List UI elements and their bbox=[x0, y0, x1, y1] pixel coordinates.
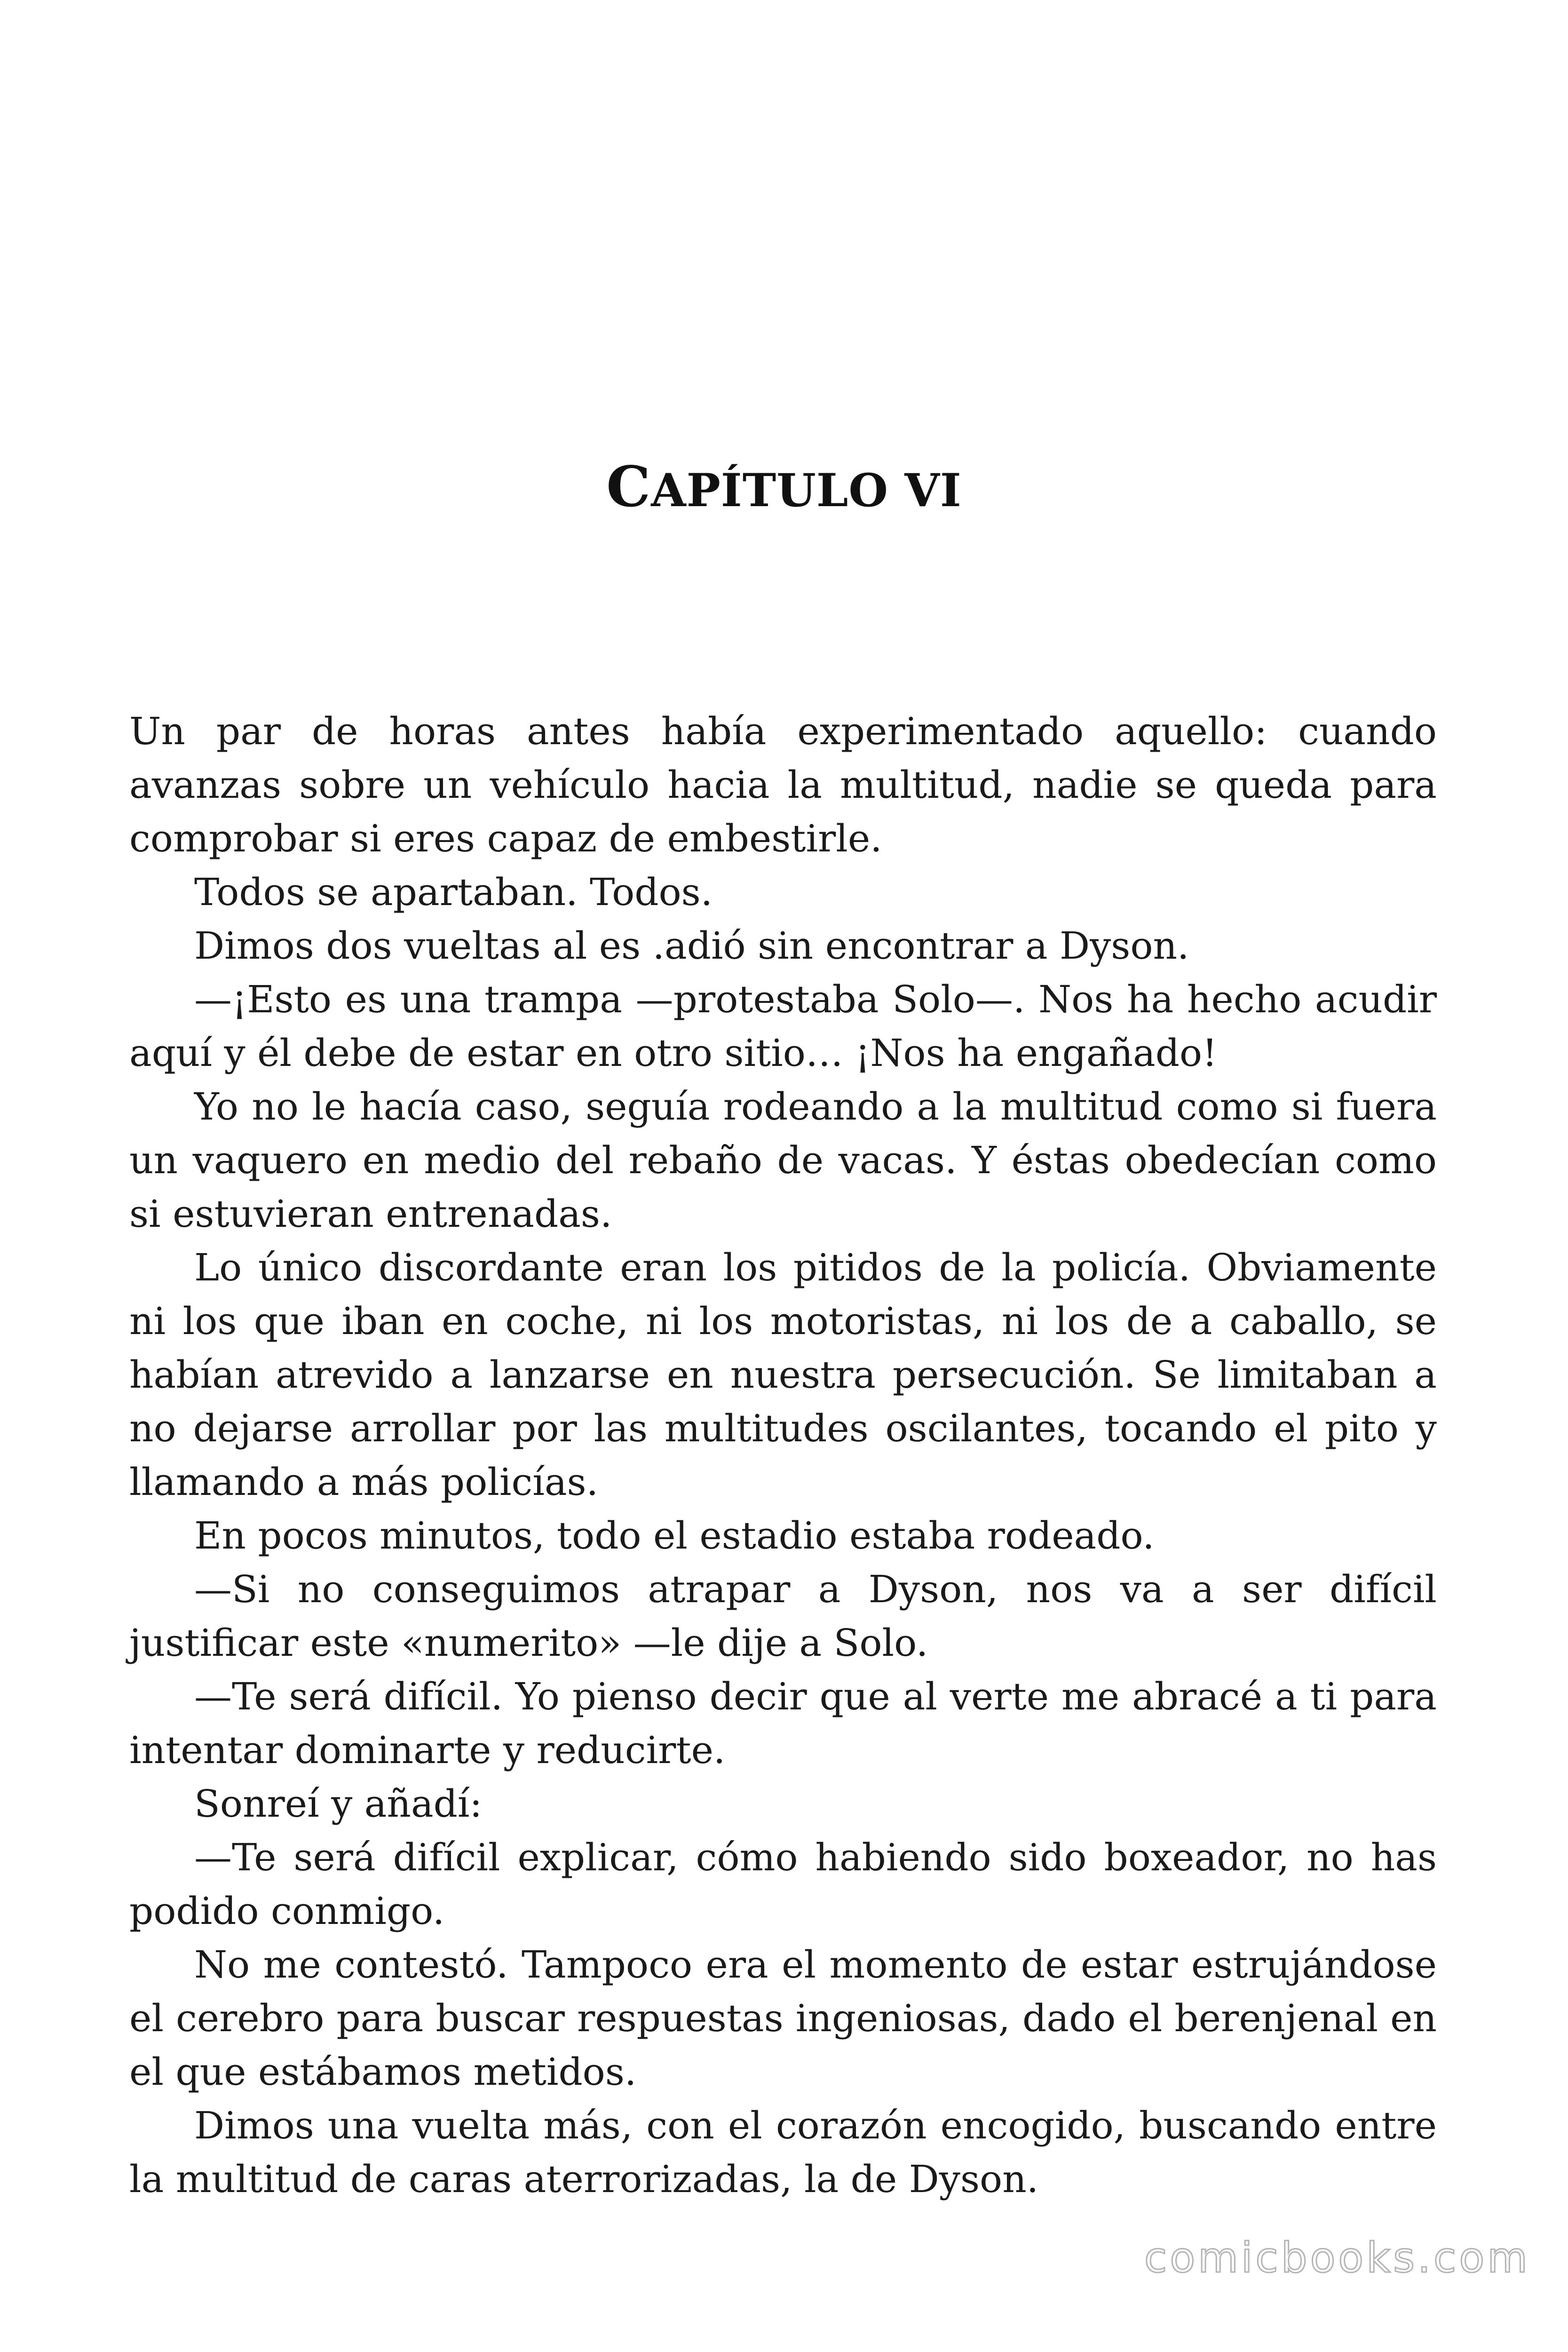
paragraph: —¡Esto es una trampa —protestaba Solo—. Nos ha hecho acudir aquí y él debe de estar en otro sitio… ¡Nos ha engañado! bbox=[129, 977, 1437, 1075]
paragraph: En pocos minutos, todo el estadio estaba rodeado. bbox=[194, 1514, 1155, 1557]
paragraph: —Te será difícil explicar, cómo habiendo sido boxeador, no has podido conmigo. bbox=[129, 1836, 1437, 1933]
paragraph: No me contestó. Tampoco era el momento de estar estrujándose el cerebro para buscar respuestas ingeniosas, dado el berenjenal en el que estábamos metidos. bbox=[129, 1943, 1437, 2094]
paragraph: Yo no le hacía caso, seguía rodeando a la multitud como si fuera un vaquero en medio del rebaño de vacas. Y éstas obedecían como si estuvieran entrenadas. bbox=[129, 1085, 1437, 1236]
paragraph: —Si no conseguimos atrapar a Dyson, nos va a ser difícil justificar este «numerito» —le dije a Solo. bbox=[129, 1567, 1437, 1665]
paragraph: Todos se apartaban. Todos. bbox=[194, 870, 713, 914]
paragraph: Dimos una vuelta más, con el corazón encogido, buscando entre la multitud de caras aterrorizadas, la de Dyson. bbox=[129, 2104, 1437, 2201]
paragraph: —Te será difícil. Yo pienso decir que al verte me abracé a ti para intentar dominarte y reducirte. bbox=[129, 1675, 1437, 1772]
chapter-title-initial: C bbox=[606, 454, 651, 519]
paragraph: Lo único discordante eran los pitidos de la policía. Obviamente ni los que iban en coche, ni los motoristas, ni los de a caballo, se habían atrevido a lanzarse en nuestra persecución. Se limitaban a no dejarse arrollar por las multitudes oscilantes, tocando el pito y llamando a más policías. bbox=[129, 1246, 1437, 1504]
paragraph: Un par de horas antes había experimentado aquello: cuando avanzas sobre un vehículo hacia la multitud, nadie se queda para comprobar si eres capaz de embestirle. bbox=[129, 709, 1437, 860]
chapter-body bbox=[129, 705, 1437, 2206]
paragraph: Sonreí y añadí: bbox=[194, 1782, 483, 1826]
paragraph: Dimos dos vueltas al es .adió sin encontrar a Dyson. bbox=[194, 924, 1189, 968]
chapter-title-rest: APÍTULO VI bbox=[651, 464, 962, 517]
chapter-title bbox=[0, 452, 1568, 526]
watermark: comicbooks.com bbox=[1144, 2233, 1530, 2282]
